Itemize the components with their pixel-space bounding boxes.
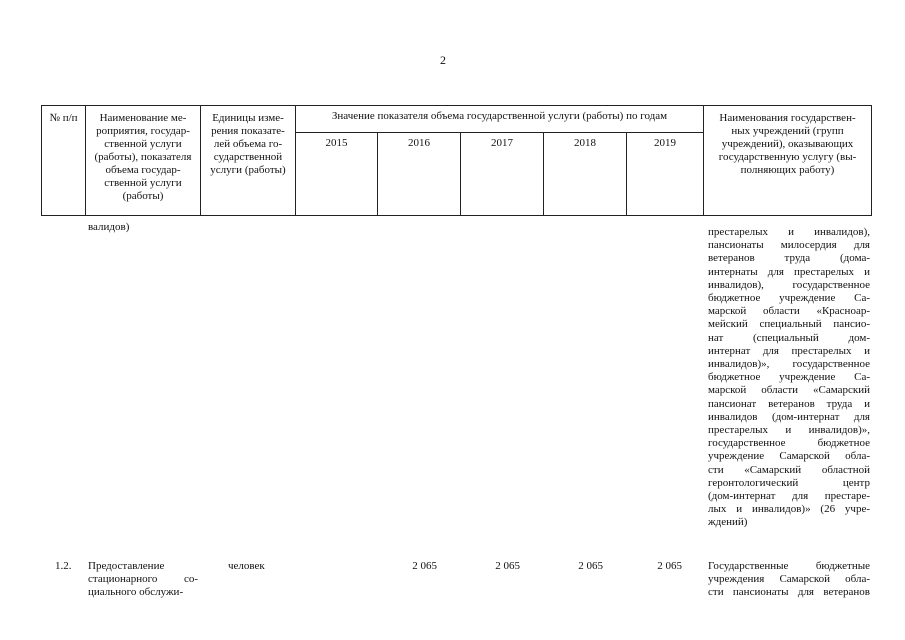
- row-name: Предоставление стационарного со- циального обслужи-: [88, 560, 198, 598]
- institutions-line: сти пансионаты для ветеранов: [708, 586, 870, 599]
- institutions-line: нат (специальный дом-: [708, 331, 870, 344]
- header-year-2018: 2018: [544, 133, 627, 216]
- header-col-values-group: Значение показателя объема государственной услуги (работы) по годам: [296, 106, 704, 133]
- institutions-line: государственное бюджетное: [708, 437, 870, 450]
- row-number: 1.2.: [55, 560, 72, 572]
- row-units: человек: [228, 560, 265, 572]
- institutions-line: ждений): [708, 516, 748, 529]
- header-col-units: Единицы изме- рения показате- лей объема го- сударственной услуги (работы): [201, 106, 296, 216]
- row-value-2018: 2 065: [578, 560, 603, 572]
- institutions-line: марской области «Красноар-: [708, 305, 870, 318]
- institutions-line: бюджетное учреждение Са-: [708, 292, 870, 305]
- row-value-2016: 2 065: [412, 560, 437, 572]
- institutions-line: марской области «Самарский: [708, 384, 870, 397]
- row-institutions: [708, 560, 870, 600]
- institutions-line: интернаты для престарелых и: [708, 265, 870, 278]
- institutions-line: бюджетное учреждение Са-: [708, 371, 870, 384]
- header-col-institutions: Наименования государствен- ных учреждений (групп учреждений), оказывающих государственную услугу (вы- полняющих работу): [704, 106, 872, 216]
- header-col-number: № п/п: [42, 106, 86, 216]
- name-continuation: валидов): [88, 221, 130, 233]
- institutions-line: инвалидов (дом-интернат для: [708, 410, 870, 423]
- page-number: 2: [440, 53, 446, 67]
- header-year-2019: 2019: [627, 133, 704, 216]
- institutions-line: пансионаты милосердия для: [708, 239, 870, 252]
- header-year-2016: 2016: [378, 133, 461, 216]
- header-col-name: Наименование ме- роприятия, государ- ственной услуги (работы), показателя объема государ- ственной услуги (работы): [86, 106, 201, 216]
- institutions-line: (дом-интернат для престаре-: [708, 490, 870, 503]
- header-year-2017: 2017: [461, 133, 544, 216]
- institutions-line: учреждение Самарской обла-: [708, 450, 870, 463]
- table-header: [41, 105, 872, 216]
- institutions-line: лых и инвалидов)» (26 учре-: [708, 503, 870, 516]
- institutions-line: геронтологический центр: [708, 476, 870, 489]
- institutions-line: сти «Самарский областной: [708, 463, 870, 476]
- institutions-line: ветеранов труда (дома-: [708, 252, 870, 265]
- institutions-line: престарелых и инвалидов),: [708, 226, 870, 238]
- institutions-line: инвалидов), государственное: [708, 278, 870, 291]
- row-value-2019: 2 065: [657, 560, 682, 572]
- institutions-line: пансионат ветеранов труда и: [708, 397, 870, 410]
- institutions-line: интернат для престарелых и: [708, 344, 870, 357]
- institutions-line: мейский специальный пансио-: [708, 318, 870, 331]
- header-year-2015: 2015: [296, 133, 378, 216]
- institutions-line: Государственные бюджетные: [708, 560, 870, 572]
- institutions-line: учреждения Самарской обла-: [708, 573, 870, 586]
- institutions-line: престарелых и инвалидов)»,: [708, 424, 870, 437]
- institutions-line: инвалидов)», государственное: [708, 358, 870, 371]
- row-value-2017: 2 065: [495, 560, 520, 572]
- institutions-continuation: [708, 226, 870, 530]
